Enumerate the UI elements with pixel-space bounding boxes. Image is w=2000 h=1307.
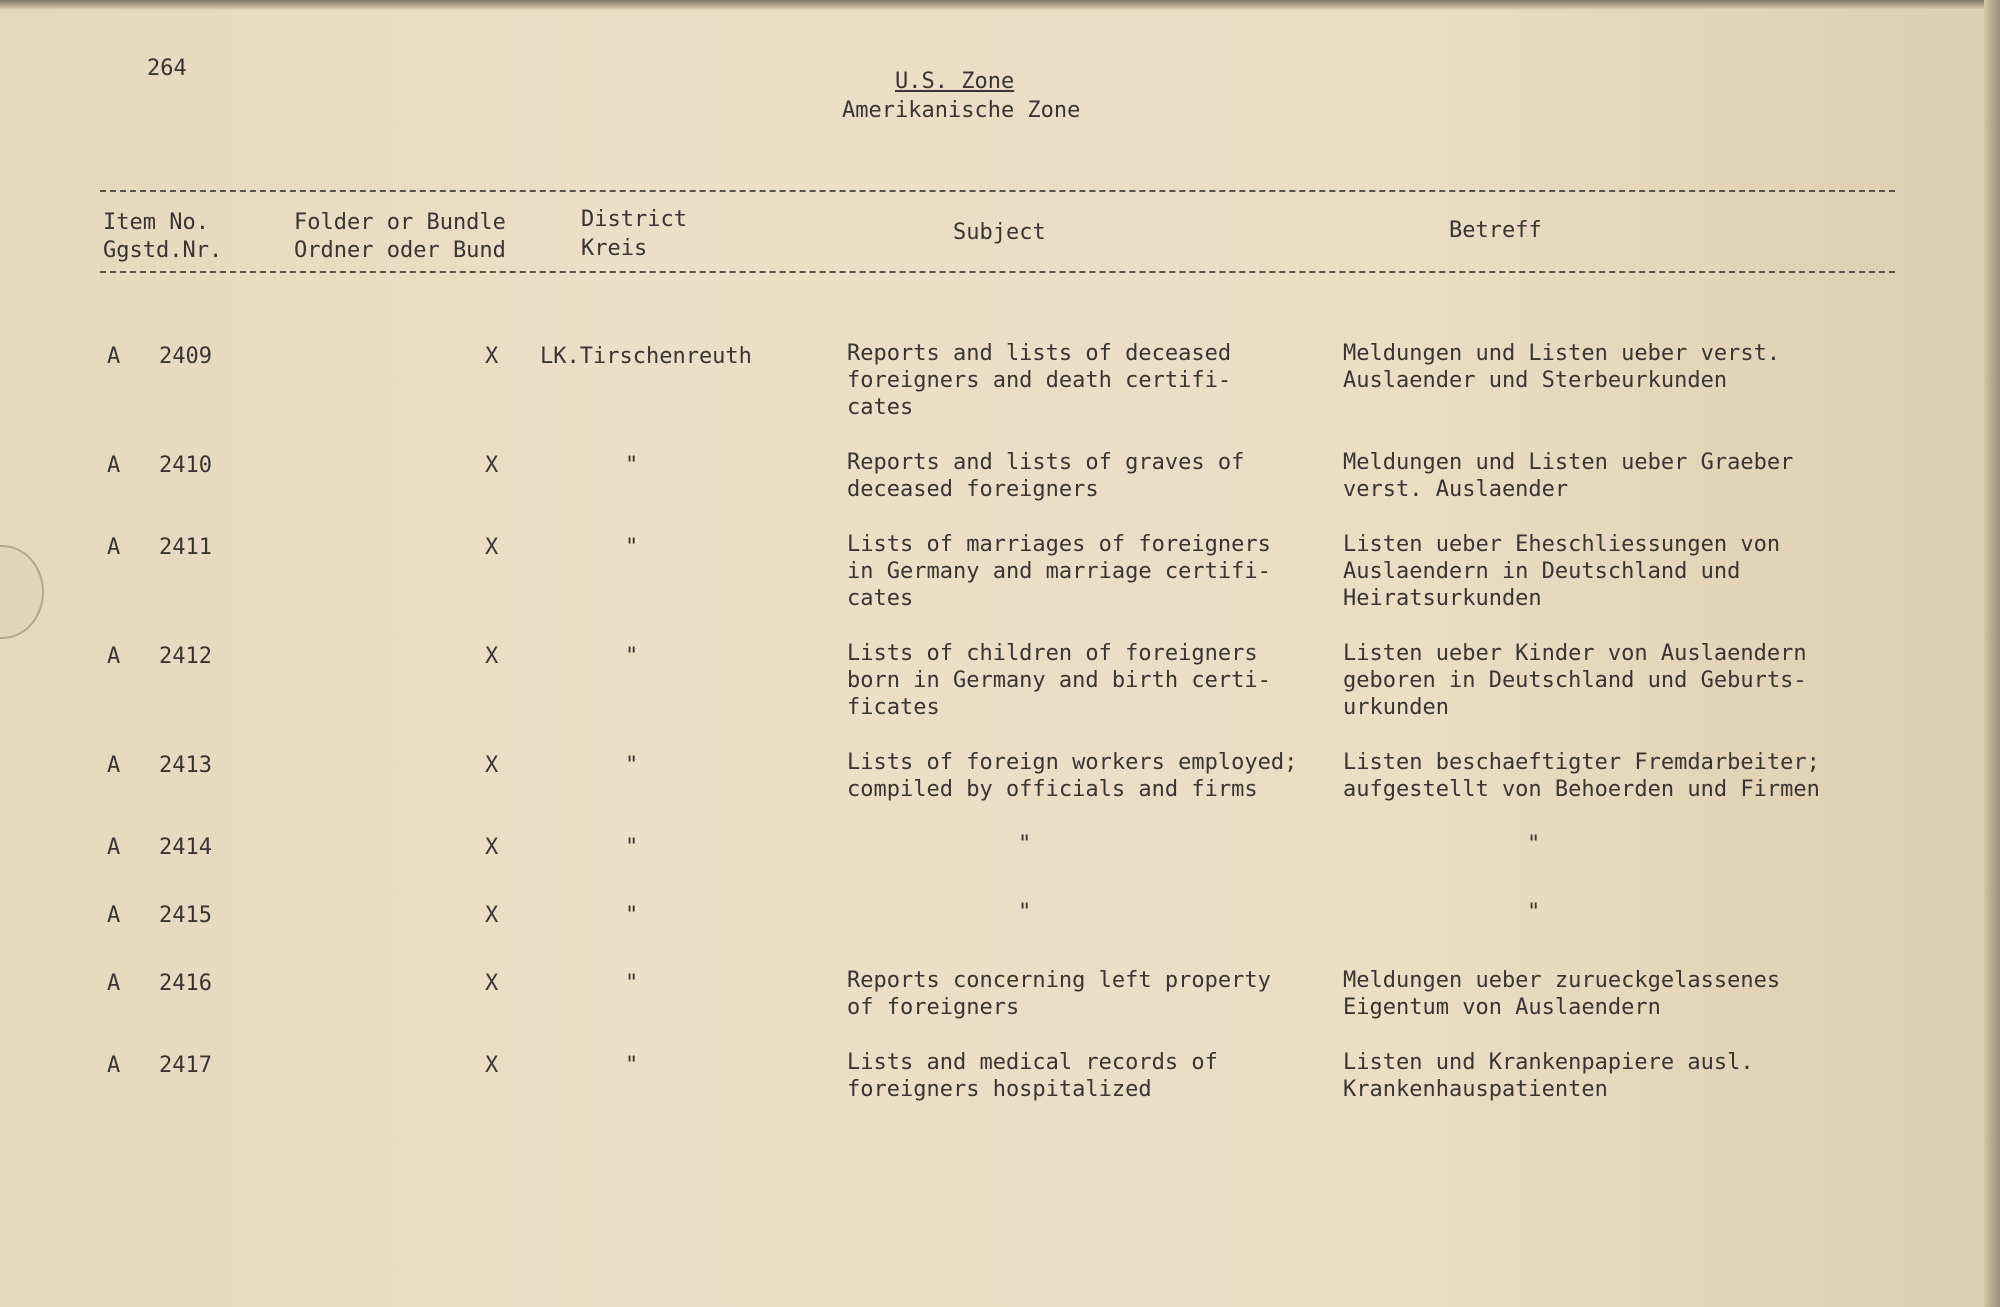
folder-mark: X — [485, 453, 499, 478]
zone-subtitle: Amerikanische Zone — [842, 98, 1081, 123]
item-letter: A — [107, 1053, 121, 1078]
folder-mark: X — [485, 535, 499, 560]
betreff-line: Listen ueber Kinder von Auslaendern — [1343, 641, 1807, 666]
subject-line: foreigners hospitalized — [847, 1077, 1152, 1102]
subject-line: cates — [847, 586, 914, 611]
betreff-line: Meldungen und Listen ueber verst. — [1343, 341, 1781, 366]
district-cell: " — [625, 644, 639, 669]
item-number: 2412 — [159, 644, 212, 669]
subject-line: Reports and lists of graves of — [847, 450, 1245, 475]
header-bottom-rule — [100, 271, 1895, 273]
betreff-line: Listen ueber Eheschliessungen von — [1343, 532, 1781, 557]
page-top-edge — [0, 0, 2000, 10]
subject-line: Reports concerning left property — [847, 968, 1271, 993]
folder-mark: X — [485, 753, 499, 778]
item-letter: A — [107, 344, 121, 369]
header-betreff: Betreff — [1449, 218, 1542, 243]
subject-line: " — [1018, 832, 1032, 857]
subject-line: ficates — [847, 695, 940, 720]
betreff-line: Auslaender und Sterbeurkunden — [1343, 368, 1728, 393]
item-letter: A — [107, 971, 121, 996]
district-cell: " — [625, 903, 639, 928]
district-cell: " — [625, 971, 639, 996]
betreff-line: Heiratsurkunden — [1343, 586, 1542, 611]
item-number: 2415 — [159, 903, 212, 928]
betreff-line: " — [1527, 900, 1541, 925]
subject-line: Reports and lists of deceased — [847, 341, 1232, 366]
item-number: 2410 — [159, 453, 212, 478]
subject-line: in Germany and marriage certifi- — [847, 559, 1271, 584]
betreff-line: Krankenhauspatienten — [1343, 1077, 1608, 1102]
item-number: 2414 — [159, 835, 212, 860]
header-folder-en: Folder or Bundle — [294, 210, 506, 235]
header-top-rule — [100, 190, 1895, 192]
folder-mark: X — [485, 644, 499, 669]
item-number: 2411 — [159, 535, 212, 560]
zone-title: U.S. Zone — [895, 69, 1015, 94]
item-letter: A — [107, 903, 121, 928]
folder-mark: X — [485, 903, 499, 928]
district-cell: " — [625, 453, 639, 478]
header-district-en: District — [581, 207, 687, 232]
item-number: 2417 — [159, 1053, 212, 1078]
item-number: 2413 — [159, 753, 212, 778]
subject-line: Lists and medical records of — [847, 1050, 1218, 1075]
item-number: 2409 — [159, 344, 212, 369]
district-cell: " — [625, 1053, 639, 1078]
folder-mark: X — [485, 344, 499, 369]
betreff-line: Eigentum von Auslaendern — [1343, 995, 1661, 1020]
folder-mark: X — [485, 971, 499, 996]
subject-line: " — [1018, 900, 1032, 925]
betreff-line: urkunden — [1343, 695, 1449, 720]
item-letter: A — [107, 453, 121, 478]
item-letter: A — [107, 753, 121, 778]
header-subject: Subject — [953, 220, 1046, 245]
betreff-line: Meldungen und Listen ueber Graeber — [1343, 450, 1794, 475]
subject-line: compiled by officials and firms — [847, 777, 1258, 802]
page-binding-edge — [1984, 0, 2000, 1307]
subject-line: foreigners and death certifi- — [847, 368, 1232, 393]
subject-line: born in Germany and birth certi- — [847, 668, 1271, 693]
page-number: 264 — [147, 56, 187, 81]
betreff-line: aufgestellt von Behoerden und Firmen — [1343, 777, 1820, 802]
index-tab — [0, 545, 44, 639]
betreff-line: Listen und Krankenpapiere ausl. — [1343, 1050, 1754, 1075]
district-cell: " — [625, 753, 639, 778]
item-letter: A — [107, 835, 121, 860]
header-district-de: Kreis — [581, 236, 648, 261]
header-item-de: Ggstd.Nr. — [103, 238, 223, 263]
header-item-en: Item No. — [103, 210, 209, 235]
subject-line: deceased foreigners — [847, 477, 1099, 502]
district-cell: " — [625, 835, 639, 860]
item-letter: A — [107, 644, 121, 669]
betreff-line: Auslaendern in Deutschland und — [1343, 559, 1741, 584]
folder-mark: X — [485, 835, 499, 860]
subject-line: of foreigners — [847, 995, 1020, 1020]
subject-line: cates — [847, 395, 914, 420]
header-folder-de: Ordner oder Bund — [294, 238, 506, 263]
betreff-line: Meldungen ueber zurueckgelassenes — [1343, 968, 1781, 993]
district-cell: LK.Tirschenreuth — [540, 344, 752, 369]
betreff-line: " — [1527, 832, 1541, 857]
folder-mark: X — [485, 1053, 499, 1078]
subject-line: Lists of marriages of foreigners — [847, 532, 1271, 557]
subject-line: Lists of foreign workers employed; — [847, 750, 1298, 775]
item-letter: A — [107, 535, 121, 560]
betreff-line: Listen beschaeftigter Fremdarbeiter; — [1343, 750, 1820, 775]
betreff-line: geboren in Deutschland und Geburts- — [1343, 668, 1807, 693]
district-cell: " — [625, 535, 639, 560]
betreff-line: verst. Auslaender — [1343, 477, 1569, 502]
item-number: 2416 — [159, 971, 212, 996]
subject-line: Lists of children of foreigners — [847, 641, 1258, 666]
